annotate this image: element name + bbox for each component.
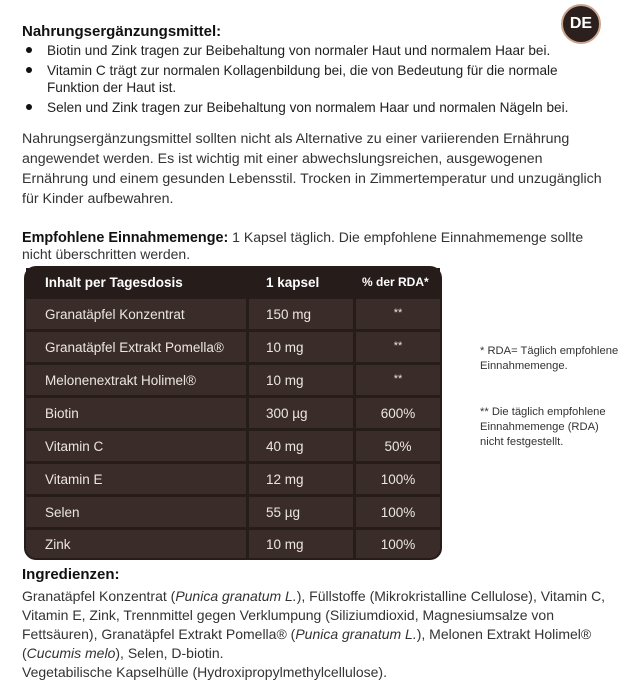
claim-item: Selen und Zink tragen zur Beibehaltung von normalem Haar und normalen Nägeln bei. [22, 99, 612, 116]
table-cell-ingredient: Granatäpfel Extrakt Pomella® [26, 332, 246, 362]
table-cell-rda: ** [356, 365, 440, 395]
table-cell-rda: ** [356, 332, 440, 362]
ingredients-part: ), Selen, D-biotin. [115, 645, 224, 661]
capsule-text: Vegetabilische Kapselhülle (Hydroxipropylmethylcellulose). [22, 664, 387, 680]
table-cell-amount: 10 mg [249, 365, 353, 395]
ingredients-latin-name: Punica granatum L. [295, 626, 417, 642]
table-cell-ingredient: Biotin [26, 398, 246, 428]
ingredients-part: ), Füllstoffe (Mikrokristalline Cellulose), Vitamin C, Vitamin E, Zink, Trennmittel gegen Verklumpung (Siliziumdioxid, Magnesiumsalze von Fettsäuren), Granatäpfel Extrakt Pomella® ( [22, 588, 606, 642]
ingredients-text [22, 587, 614, 663]
claims-list [22, 42, 612, 119]
table-cell-amount: 10 mg [249, 332, 353, 362]
table-cell-rda: 100% [356, 497, 440, 527]
supplement-title: Nahrungsergänzungsmittel: [22, 23, 222, 40]
table-header-cell: 1 kapsel [249, 268, 353, 296]
table-cell-amount: 40 mg [249, 431, 353, 461]
table-cell-ingredient: Granatäpfel Konzentrat [26, 299, 246, 329]
storage-paragraph: Nahrungsergänzungsmittel sollten nicht als Alternative zu einer variierenden Ernährung angewendet werden. Es ist wichtig mit einer abwechslungsreichen, ausgewogenen Ernährung und einem gesunden Lebensstil. Trocken in Zimmertemperatur und unzugänglich für Kinder aufbewahren. [22, 131, 602, 207]
table-cell-rda: 100% [356, 530, 440, 558]
table-cell-ingredient: Zink [26, 530, 246, 558]
table-cell-amount: 12 mg [249, 464, 353, 494]
ingredients-latin-name: Cucumis melo [26, 645, 116, 661]
table-cell-rda: 100% [356, 464, 440, 494]
dose-text [22, 229, 612, 262]
table-cell-rda: 600% [356, 398, 440, 428]
table-cell-rda: ** [356, 299, 440, 329]
table-header-cell: Inhalt per Tagesdosis [26, 268, 246, 296]
language-badge: DE [561, 4, 601, 44]
ingredients-part: Granatäpfel Konzentrat ( [22, 588, 176, 604]
footnote-rda-not-set: ** Die täglich empfohlene Einnahmemenge (RDA) nicht festgestellt. [480, 406, 606, 448]
table-cell-ingredient: Vitamin E [26, 464, 246, 494]
footnote-rda: * RDA= Täglich empfohlene Einnahmemenge. [480, 345, 619, 372]
ingredients-title: Ingredienzen: [22, 566, 120, 583]
nutrition-table [24, 266, 442, 560]
dose-value: 1 Kapsel täglich. Die empfohlene Einnahmemenge sollte nicht überschritten werden. [22, 229, 584, 262]
table-cell-amount: 150 mg [249, 299, 353, 329]
ingredients-part: ), Melonen Extrakt Holimel® ( [22, 626, 592, 661]
table-cell-amount: 10 mg [249, 530, 353, 558]
table-cell-amount: 300 µg [249, 398, 353, 428]
claim-item: Vitamin C trägt zur normalen Kollagenbildung bei, die von Bedeutung für die normale Funktion der Haut ist. [22, 62, 612, 96]
table-cell-amount: 55 µg [249, 497, 353, 527]
claim-item: Biotin und Zink tragen zur Beibehaltung von normaler Haut und normalem Haar bei. [22, 42, 612, 59]
table-cell-ingredient: Selen [26, 497, 246, 527]
table-cell-ingredient: Vitamin C [26, 431, 246, 461]
ingredients-latin-name: Punica granatum L. [175, 588, 297, 604]
table-header-cell: % der RDA* [356, 268, 440, 296]
table-cell-rda: 50% [356, 431, 440, 461]
dose-label: Empfohlene Einnahmemenge: [22, 230, 229, 246]
table-cell-ingredient: Melonenextrakt Holimel® [26, 365, 246, 395]
